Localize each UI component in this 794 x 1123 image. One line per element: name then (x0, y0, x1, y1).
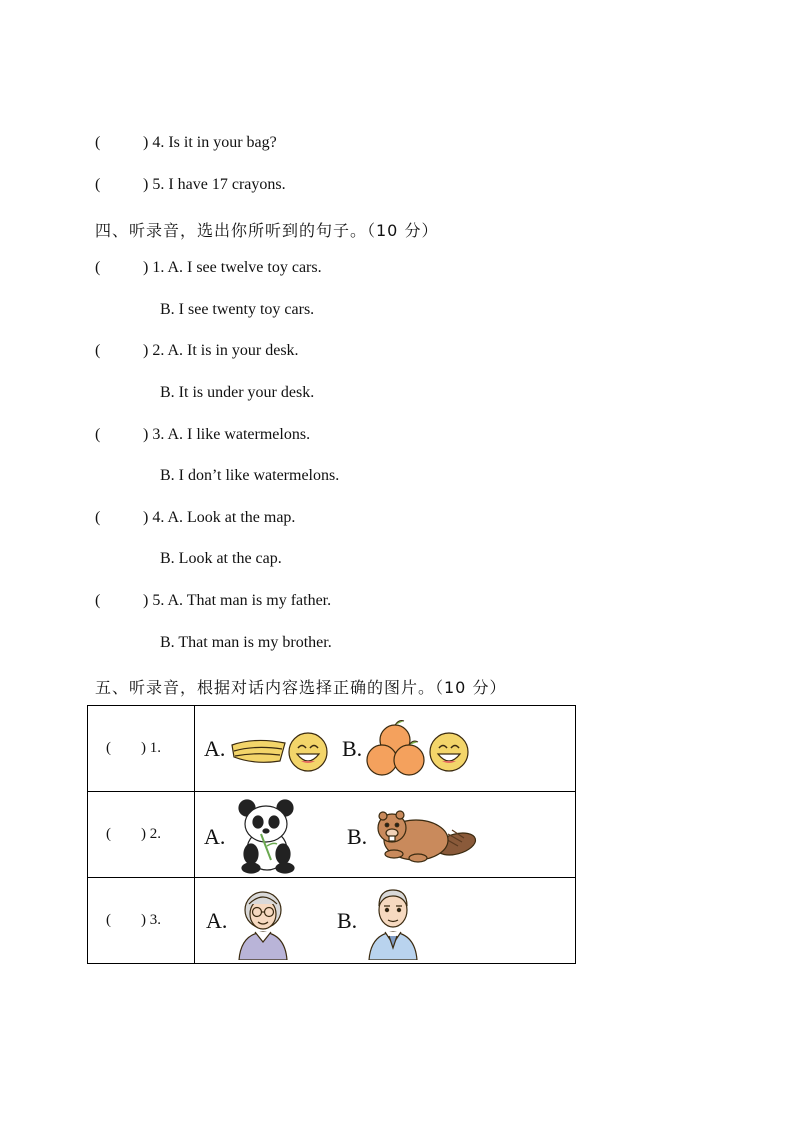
s4-item-3-b: B. I don’t like watermelons. (160, 467, 340, 484)
option-a-text: ) 5. A. That man is my father. (143, 592, 332, 609)
s4-item-1-a (95, 259, 322, 277)
table-row (88, 878, 576, 964)
question-number-cell (88, 706, 195, 792)
beaver-icon[interactable] (372, 806, 478, 864)
image-options-cell (195, 706, 576, 792)
s4-item-5-a (95, 592, 331, 610)
question-number: ) 3. (141, 912, 161, 928)
option-a-label[interactable]: A. (206, 908, 228, 933)
question-number-cell (88, 878, 195, 964)
picture-choice-table (87, 705, 576, 964)
option-a-text: ) 4. A. Look at the map. (143, 509, 296, 526)
answer-paren[interactable]: ( (95, 592, 101, 609)
grandmother-icon[interactable] (235, 884, 291, 960)
option-b-label[interactable]: B. (347, 824, 368, 849)
question-item-4 (95, 134, 277, 152)
question-item-5 (95, 176, 286, 194)
answer-paren[interactable]: ( ) 2. (106, 826, 161, 842)
grandfather-icon[interactable] (365, 882, 421, 960)
question-number: ) 1. (141, 740, 161, 756)
section-4-heading: 四、听录音，选出你所听到的句子。（10 分） (95, 221, 439, 240)
image-options-cell (195, 878, 576, 964)
question-number-cell (88, 792, 195, 878)
answer-paren[interactable]: ( (95, 134, 101, 151)
answer-paren[interactable]: ( (95, 259, 101, 276)
s4-item-2-b: B. It is under your desk. (160, 384, 315, 401)
panda-icon[interactable] (233, 798, 301, 874)
s4-item-4-a (95, 509, 295, 527)
answer-paren[interactable]: ( (95, 176, 101, 193)
option-b-label[interactable]: B. (342, 736, 363, 761)
question-number: ) 2. (141, 826, 161, 842)
image-options-cell (195, 792, 576, 878)
answer-paren[interactable]: ( (95, 342, 101, 359)
table-row (88, 792, 576, 878)
option-a-label[interactable]: A. (204, 736, 226, 761)
table-row (88, 706, 576, 792)
s4-item-5-b: B. That man is my brother. (160, 634, 332, 651)
s4-item-4-b: B. Look at the cap. (160, 550, 282, 567)
s4-item-1-b: B. I see twenty toy cars. (160, 301, 315, 318)
question-text: ) 4. Is it in your bag? (143, 134, 277, 151)
question-text: ) 5. I have 17 crayons. (143, 176, 286, 193)
option-b-label[interactable]: B. (337, 908, 358, 933)
bananas-smiley-icon[interactable] (230, 731, 330, 773)
answer-paren[interactable]: ( (95, 509, 101, 526)
s4-item-3-a (95, 426, 310, 444)
section-5-heading: 五、听录音，根据对话内容选择正确的图片。（10 分） (95, 678, 507, 697)
option-a-text: ) 1. A. I see twelve toy cars. (143, 259, 322, 276)
oranges-smiley-icon[interactable] (365, 718, 475, 780)
option-a-text: ) 2. A. It is in your desk. (143, 342, 299, 359)
answer-paren[interactable]: ( ) 3. (106, 912, 161, 928)
option-a-text: ) 3. A. I like watermelons. (143, 426, 311, 443)
answer-paren[interactable]: ( (95, 426, 101, 443)
s4-item-2-a (95, 342, 299, 360)
answer-paren[interactable]: ( ) 1. (106, 740, 161, 756)
option-a-label[interactable]: A. (204, 824, 226, 849)
